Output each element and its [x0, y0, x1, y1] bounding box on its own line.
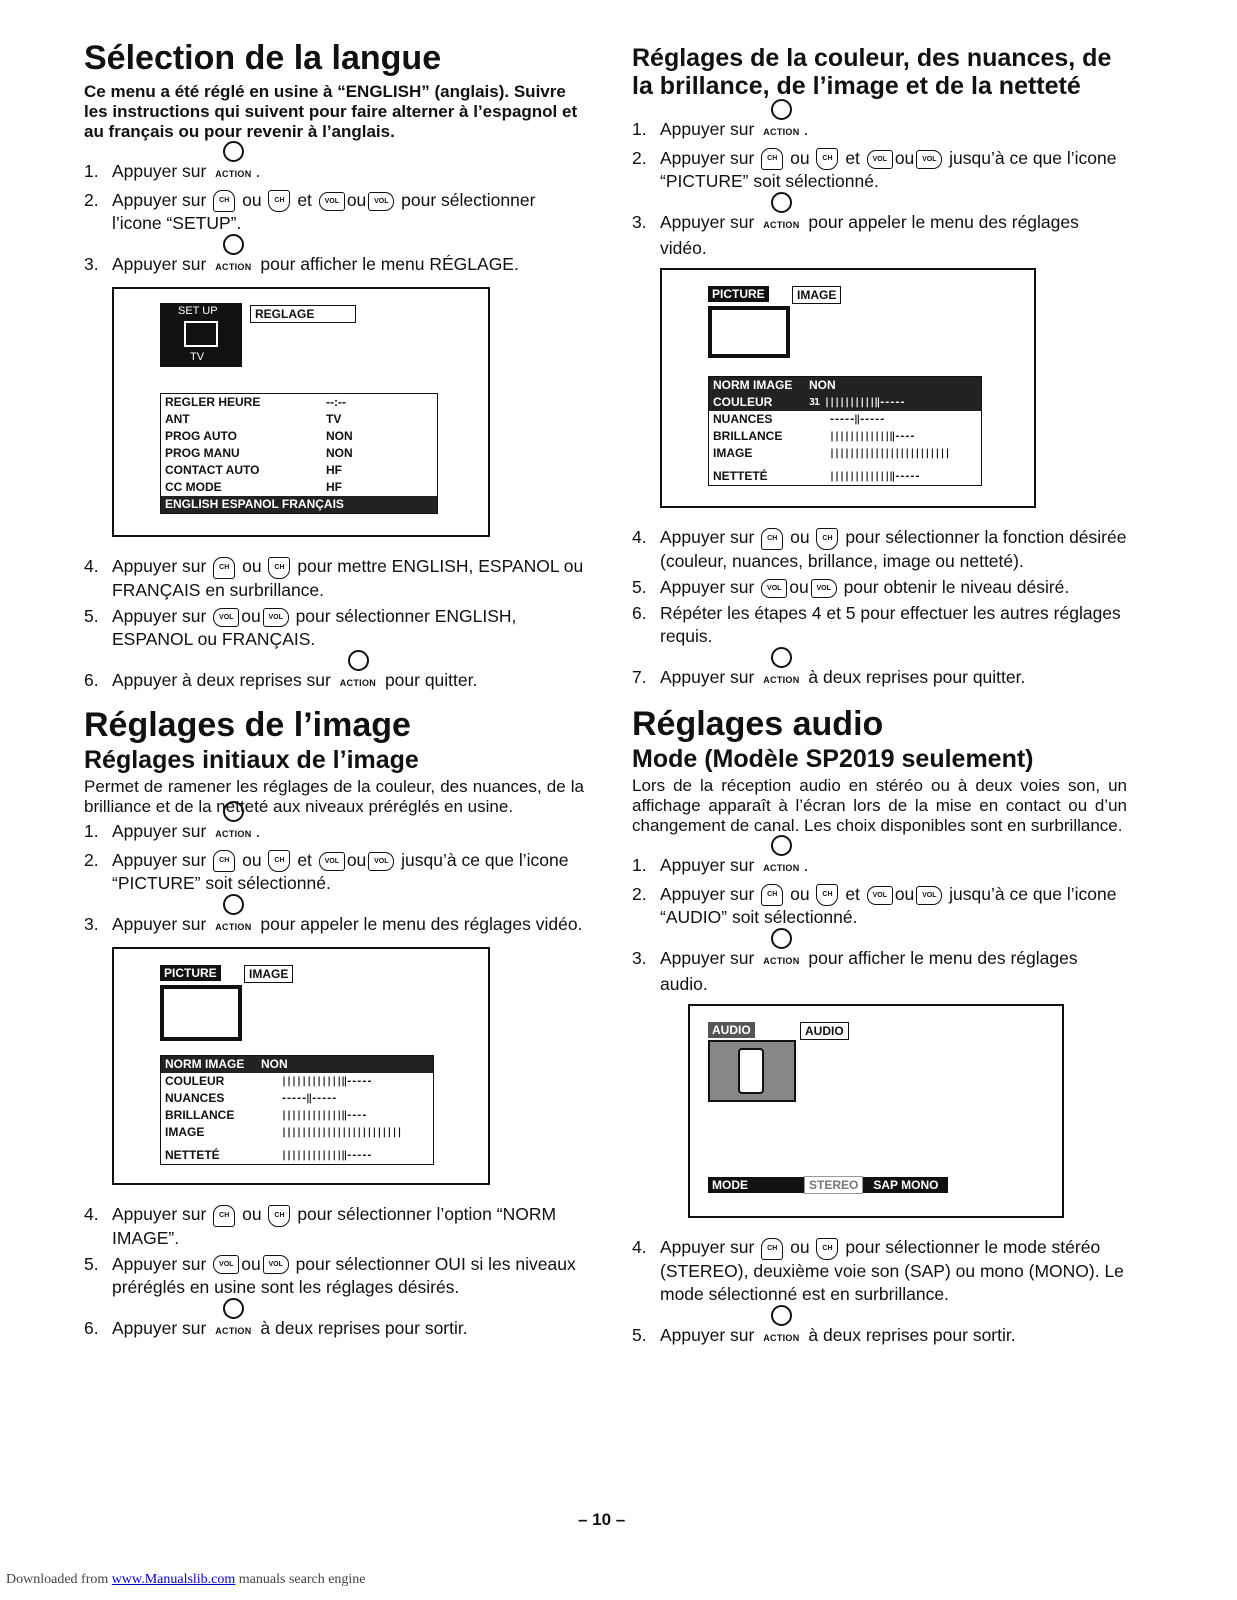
- audio-step-5: 5. Appuyer sur ACTION à deux reprises pour sortir.: [632, 1324, 1127, 1350]
- setup-menu-list: [160, 393, 438, 514]
- section-title-picture: Réglages de l’image: [84, 705, 411, 744]
- menu-row: CONTACT AUTO HF: [165, 463, 342, 478]
- audio-menu-screen: [688, 1004, 1064, 1218]
- picture-icon: [708, 306, 790, 358]
- color-step-7: 7. Appuyer sur ACTION à deux reprises pour quitter.: [632, 666, 1127, 692]
- vol-up-icon: VOL: [263, 608, 289, 627]
- ch-down-icon: CH: [816, 884, 838, 906]
- picture-icon: [160, 985, 242, 1041]
- menu-row: PROG AUTO NON: [165, 429, 353, 444]
- action-button-icon: ACTION: [215, 916, 251, 939]
- audio-step-4: 4. Appuyer sur CH ou CH pour sélectionner le mode stéréo (STEREO), deuxième voie son (SAP) ou mono (MONO). Le mode sélectionné est en surbrillance.: [632, 1237, 1124, 1304]
- picture-tab-icon: PICTURE: [708, 286, 769, 302]
- ch-up-icon: CH: [761, 148, 783, 170]
- setup-tv-icon: SET UP TV: [160, 303, 242, 367]
- page-number: – 10 –: [578, 1510, 626, 1529]
- vol-up-icon: VOL: [916, 150, 942, 169]
- setup-tab-label: REGLAGE: [250, 305, 356, 323]
- color-step-6: 6. Répéter les étapes 4 et 5 pour effectuer les autres réglages requis.: [632, 602, 1121, 646]
- action-button-icon: ACTION: [215, 823, 251, 846]
- section-subtitle-mode: Mode (Modèle SP2019 seulement): [632, 744, 1034, 773]
- ch-down-icon: CH: [268, 557, 290, 579]
- language-step-5: 5. Appuyer sur VOL ou VOL pour sélectionner ENGLISH, ESPANOL ou FRANÇAIS.: [84, 605, 517, 649]
- vol-down-icon: VOL: [867, 150, 893, 169]
- vol-down-icon: VOL: [213, 608, 239, 627]
- language-step-1: 1. Appuyer sur ACTION .: [84, 160, 584, 186]
- picture-step-6: 6. Appuyer sur ACTION à deux reprises pour sortir.: [84, 1317, 584, 1343]
- audio-step-1: 1. Appuyer sur ACTION .: [632, 854, 1127, 880]
- action-button-icon: ACTION: [763, 950, 799, 973]
- section-subtitle-initial: Réglages initiaux de l’image: [84, 745, 419, 774]
- vol-down-icon: VOL: [761, 579, 787, 598]
- menu-row: COULEUR ||||||||||||‖-----: [165, 1074, 372, 1089]
- menu-row: NETTETÉ ||||||||||||‖-----: [713, 469, 920, 484]
- action-button-icon: ACTION: [763, 121, 799, 144]
- language-intro: Ce menu a été réglé en usine à “ENGLISH” (anglais). Suivre les instructions qui suivent pour faire alterner à l’espagnol et au français ou pour revenir à l’anglais.: [84, 82, 578, 141]
- menu-row: IMAGE ||||||||||||||||||||||||: [165, 1125, 402, 1140]
- vol-up-icon: VOL: [811, 579, 837, 598]
- picture-menu-list: [160, 1055, 434, 1165]
- menu-row: NUANCES -----‖-----: [713, 412, 885, 427]
- picture-intro: Permet de ramener les réglages de la couleur, des nuances, de la brilliance et de la netteté aux niveaux préréglés en usine.: [84, 776, 584, 816]
- vol-up-icon: VOL: [368, 852, 394, 871]
- language-row: ENGLISH ESPANOL FRANÇAIS: [161, 496, 437, 513]
- action-button-icon: ACTION: [763, 857, 799, 880]
- left-column: [84, 38, 584, 1346]
- vol-up-icon: VOL: [368, 192, 394, 211]
- action-button-icon: ACTION: [215, 1320, 251, 1343]
- language-step-4: 4. Appuyer sur CH ou CH pour mettre ENGLISH, ESPANOL ou FRANÇAIS en surbrillance.: [84, 556, 584, 600]
- picture-step-5: 5. Appuyer sur VOL ou VOL pour sélectionner OUI si les niveaux préréglés en usine sont les réglages désirés.: [84, 1253, 576, 1297]
- vol-up-icon: VOL: [916, 886, 942, 905]
- audio-sap-mono-option: SAP MONO: [863, 1177, 948, 1193]
- audio-tab-icon: AUDIO: [708, 1022, 755, 1038]
- picture-tab-label: IMAGE: [244, 965, 293, 983]
- ch-down-icon: CH: [816, 1238, 838, 1260]
- menu-row: NORM IMAGE NON: [161, 1056, 433, 1073]
- manualslib-link[interactable]: www.Manualslib.com: [111, 1572, 236, 1587]
- ch-up-icon: CH: [761, 884, 783, 906]
- action-button-icon: ACTION: [763, 1327, 799, 1350]
- menu-row: NUANCES -----‖-----: [165, 1091, 337, 1106]
- color-step-1: 1. Appuyer sur ACTION .: [632, 118, 1127, 144]
- menu-row: BRILLANCE ||||||||||||‖----: [713, 429, 915, 444]
- menu-row: IMAGE ||||||||||||||||||||||||: [713, 446, 950, 461]
- color-step-3: 3. Appuyer sur ACTION pour appeler le menu des réglages vidéo.: [632, 212, 1079, 259]
- menu-row: CC MODE HF: [165, 480, 342, 495]
- menu-row: NETTETÉ ||||||||||||‖-----: [165, 1148, 372, 1163]
- action-button-icon: ACTION: [340, 672, 376, 695]
- vol-up-icon: VOL: [263, 1255, 289, 1274]
- audio-step-2: 2. Appuyer sur CH ou CH et VOL ou VOL jusqu’à ce que l’icone “AUDIO” soit sélectionné.: [632, 883, 1117, 928]
- color-step-4: 4. Appuyer sur CH ou CH pour sélectionner la fonction désirée (couleur, nuances, brillance, image ou netteté).: [632, 527, 1127, 571]
- picture-tab-icon: PICTURE: [160, 965, 221, 981]
- picture-menu-screen: [112, 947, 490, 1185]
- audio-intro: Lors de la réception audio en stéréo ou à deux voies son, un affichage apparaît à l’écran lors de la mise en contact ou d’un changement de canal. Les choix disponibles sont en surbrillance.: [632, 775, 1127, 835]
- ch-up-icon: CH: [213, 557, 235, 579]
- ch-down-icon: CH: [268, 1205, 290, 1227]
- menu-row: NORM IMAGE NON: [709, 377, 981, 394]
- audio-stereo-option: STEREO: [804, 1176, 863, 1194]
- section-title-color: Réglages de la couleur, des nuances, de la brillance, de l’image et de la netteté: [632, 44, 1112, 100]
- ch-down-icon: CH: [816, 528, 838, 550]
- picture-step-3: 3. Appuyer sur ACTION pour appeler le menu des réglages vidéo.: [84, 913, 584, 939]
- ch-down-icon: CH: [268, 850, 290, 872]
- right-column: [632, 44, 1127, 1353]
- vol-down-icon: VOL: [213, 1255, 239, 1274]
- vol-down-icon: VOL: [867, 886, 893, 905]
- ch-down-icon: CH: [268, 190, 290, 212]
- ch-up-icon: CH: [213, 1205, 235, 1227]
- picture-tab-label: IMAGE: [792, 286, 841, 304]
- ch-up-icon: CH: [761, 1238, 783, 1260]
- color-step-5: 5. Appuyer sur VOL ou VOL pour obtenir le niveau désiré.: [632, 576, 1070, 597]
- menu-row: PROG MANU NON: [165, 446, 353, 461]
- language-step-2: 2. Appuyer sur CH ou CH et VOL ou VOL pour sélectionner l’icone “SETUP”.: [84, 190, 536, 234]
- ch-up-icon: CH: [213, 190, 235, 212]
- action-button-icon: ACTION: [763, 214, 799, 237]
- section-title-audio: Réglages audio: [632, 704, 884, 743]
- ch-up-icon: CH: [761, 528, 783, 550]
- language-step-6: 6. Appuyer à deux reprises sur ACTION pour quitter.: [84, 669, 584, 695]
- vol-down-icon: VOL: [319, 852, 345, 871]
- section-title-language: Sélection de la langue: [84, 39, 442, 77]
- menu-row: ANT TV: [165, 412, 342, 427]
- picture-step-4: 4. Appuyer sur CH ou CH pour sélectionner l’option “NORM IMAGE”.: [84, 1204, 557, 1248]
- menu-row-selected: COULEUR 31 ||||||||||‖-----: [709, 394, 981, 411]
- download-footer: Downloaded from www.Manualslib.com manuals search engine: [6, 1572, 366, 1587]
- setup-menu-screen: [112, 287, 490, 537]
- picture-step-1: 1. Appuyer sur ACTION .: [84, 820, 584, 846]
- color-menu-screen: [660, 268, 1036, 508]
- vol-down-icon: VOL: [319, 192, 345, 211]
- action-button-icon: ACTION: [763, 669, 799, 692]
- audio-step-3: 3. Appuyer sur ACTION pour afficher le menu des réglages audio.: [632, 948, 1078, 995]
- menu-row: REGLER HEURE --:--: [165, 395, 346, 410]
- speaker-icon: [708, 1040, 796, 1102]
- picture-step-2: 2. Appuyer sur CH ou CH et VOL ou VOL jusqu’à ce que l’icone “PICTURE” soit sélectionné.: [84, 849, 569, 894]
- action-button-icon: ACTION: [215, 256, 251, 279]
- ch-down-icon: CH: [816, 148, 838, 170]
- ch-up-icon: CH: [213, 850, 235, 872]
- audio-mode-bar: [708, 1176, 948, 1194]
- language-step-3: 3. Appuyer sur ACTION pour afficher le menu RÉGLAGE.: [84, 253, 584, 279]
- color-menu-list: [708, 376, 982, 486]
- menu-row: BRILLANCE ||||||||||||‖----: [165, 1108, 367, 1123]
- audio-mode-label: MODE: [708, 1177, 804, 1193]
- audio-tab-label: AUDIO: [800, 1022, 849, 1040]
- color-step-2: 2. Appuyer sur CH ou CH et VOL ou VOL jusqu’à ce que l’icone “PICTURE” soit sélectionné.: [632, 148, 1117, 192]
- action-button-icon: ACTION: [215, 163, 251, 186]
